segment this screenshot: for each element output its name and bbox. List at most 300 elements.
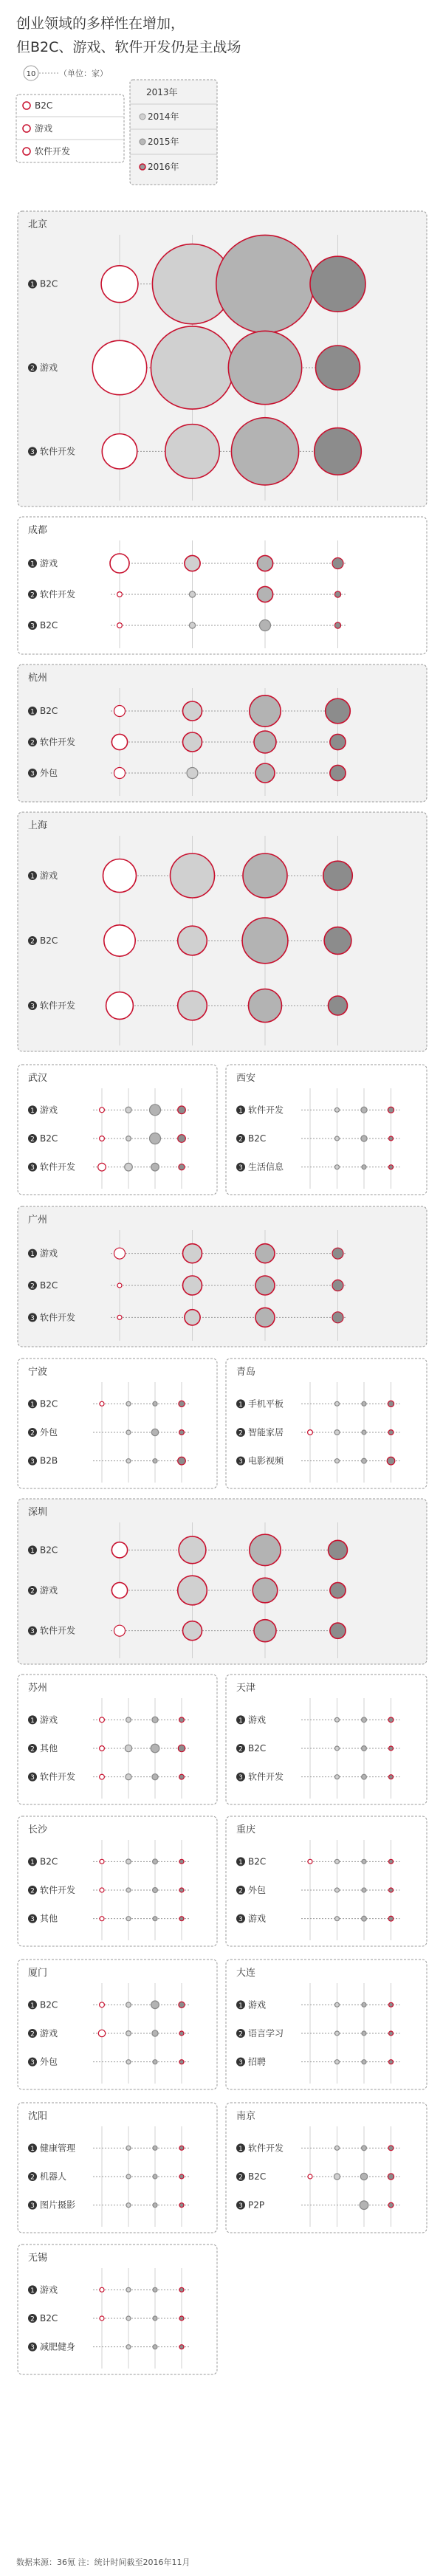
bubble-mark xyxy=(126,1401,131,1406)
bubble-mark xyxy=(126,2002,131,2007)
rank-number: 1 xyxy=(238,2002,243,2010)
rank-number: 2 xyxy=(30,1429,35,1438)
category-legend xyxy=(16,95,124,162)
rank-number: 3 xyxy=(30,2344,35,2352)
bubble-mark xyxy=(335,2002,340,2007)
row-label: B2C xyxy=(248,2171,267,2182)
bubble-mark xyxy=(183,1621,202,1641)
legend-label-b2c: B2C xyxy=(35,100,53,111)
city-name: 西安 xyxy=(236,1073,256,1084)
bubble-mark xyxy=(126,1917,131,1921)
rank-number: 1 xyxy=(30,281,35,289)
rank-number: 2 xyxy=(30,591,35,600)
bubble-mark xyxy=(153,2203,157,2208)
city-panel-bg xyxy=(18,2103,217,2233)
bubble-mark xyxy=(178,1106,186,1114)
row-label: B2C xyxy=(40,1856,58,1867)
rank-number: 3 xyxy=(238,1774,243,1782)
city-panel-bg xyxy=(226,1359,427,1488)
bubble-mark xyxy=(362,1916,367,1921)
legend-marker-games xyxy=(23,125,30,132)
row-label: 软件开发 xyxy=(40,589,76,600)
legend-marker-2014 xyxy=(140,114,145,120)
bubble-mark xyxy=(98,2030,105,2036)
city-name: 成都 xyxy=(28,525,48,536)
city-panel-bg xyxy=(18,1359,217,1488)
bubble-mark xyxy=(151,1429,158,1435)
bubble-mark xyxy=(323,861,353,890)
bubble-mark xyxy=(126,2031,131,2036)
legend-marker-2015 xyxy=(140,139,145,145)
bubble-mark xyxy=(216,235,314,332)
rank-number: 2 xyxy=(238,2174,243,2182)
city-panel-bg xyxy=(18,517,427,654)
bubble-mark xyxy=(335,1746,340,1751)
bubble-mark xyxy=(255,1244,275,1263)
row-label: 游戏 xyxy=(40,1585,58,1596)
city-name: 北京 xyxy=(28,219,48,230)
city-name: 宁波 xyxy=(28,1367,48,1378)
city-name: 深圳 xyxy=(28,1507,48,1518)
bubble-mark xyxy=(126,1459,131,1463)
bubble-mark xyxy=(388,2202,394,2208)
city-name: 武汉 xyxy=(28,1073,48,1084)
row-label: 外包 xyxy=(248,1885,267,1895)
bubble-mark xyxy=(150,1105,161,1116)
row-label: B2C xyxy=(40,278,58,289)
rank-number: 3 xyxy=(238,1458,243,1466)
bubble-mark xyxy=(389,1859,394,1864)
bubble-mark xyxy=(153,2060,157,2064)
bubble-mark xyxy=(362,1401,366,1406)
bubble-mark xyxy=(179,1164,185,1170)
scale-unit: （单位：家） xyxy=(59,69,108,78)
bubble-mark xyxy=(308,1859,312,1864)
legend-label-software: 软件开发 xyxy=(35,146,71,157)
bubble-mark xyxy=(187,768,198,779)
bubble-mark xyxy=(126,1136,131,1141)
bubble-mark xyxy=(362,1458,367,1463)
bubble-mark xyxy=(257,586,272,602)
bubble-mark xyxy=(362,1430,366,1435)
bubble-mark xyxy=(334,591,340,597)
bubble-mark xyxy=(153,1459,157,1463)
bubble-mark xyxy=(308,2174,312,2179)
bubble-mark xyxy=(110,554,129,573)
bubble-mark xyxy=(153,2316,157,2321)
rank-number: 1 xyxy=(30,1717,35,1725)
bubble-mark xyxy=(332,558,343,569)
rank-number: 3 xyxy=(238,2202,243,2211)
title-line-1: 创业领域的多样性在增加， xyxy=(16,16,185,32)
bubble-mark xyxy=(106,992,134,1020)
bubble-mark xyxy=(255,763,275,783)
row-label: 其他 xyxy=(40,1913,58,1924)
row-label: 智能家居 xyxy=(248,1427,284,1438)
bubble-mark xyxy=(260,620,271,631)
bubble-mark xyxy=(111,734,127,749)
city-name: 上海 xyxy=(28,820,48,831)
bubble-mark xyxy=(179,1917,184,1921)
row-label: 软件开发 xyxy=(248,1105,284,1116)
bubble-mark xyxy=(126,2345,131,2349)
bubble-mark xyxy=(179,1717,185,1723)
bubble-mark xyxy=(179,2031,184,2036)
bubble-mark xyxy=(362,1165,366,1169)
bubble-mark xyxy=(153,2345,157,2349)
bubble-mark xyxy=(389,1746,394,1751)
row-label: 游戏 xyxy=(40,1248,58,1259)
city-panel-bg xyxy=(18,1206,427,1347)
legend-year-2015: 2015年 xyxy=(148,137,179,147)
bubble-mark xyxy=(179,2060,184,2064)
legend-year-2014: 2014年 xyxy=(148,111,179,122)
row-label: B2C xyxy=(40,2313,58,2323)
bubble-mark xyxy=(332,1280,343,1291)
bubble-mark xyxy=(126,2316,131,2321)
city-panel-bg xyxy=(18,2244,217,2374)
row-label: 招聘 xyxy=(248,2056,267,2067)
bubble-mark xyxy=(125,1745,131,1751)
bubble-mark xyxy=(334,622,340,628)
bubble-mark xyxy=(179,1536,206,1564)
bubble-mark xyxy=(153,1401,157,1406)
rank-number: 1 xyxy=(238,1717,243,1725)
row-label: P2P xyxy=(248,2199,265,2211)
rank-number: 2 xyxy=(238,1429,243,1438)
bubble-mark xyxy=(125,1163,133,1171)
bubble-mark xyxy=(153,1888,158,1893)
rank-number: 3 xyxy=(238,1916,243,1924)
rank-number: 1 xyxy=(238,1107,243,1115)
bubble-mark xyxy=(100,1859,104,1864)
bubble-mark xyxy=(388,2174,394,2180)
bubble-mark xyxy=(388,1401,394,1407)
row-label: B2C xyxy=(40,935,58,946)
row-label: B2C xyxy=(40,706,58,716)
bubble-mark xyxy=(330,1623,346,1638)
bubble-mark xyxy=(330,734,346,749)
bubble-mark xyxy=(126,1717,131,1723)
city-name: 长沙 xyxy=(28,1824,48,1835)
bubble-mark xyxy=(126,2146,131,2150)
bubble-mark xyxy=(178,1135,186,1143)
bubble-mark xyxy=(178,1457,186,1465)
row-label: B2C xyxy=(248,1133,267,1144)
bubble-mark xyxy=(334,2174,340,2180)
bubble-mark xyxy=(362,2146,367,2151)
bubble-mark xyxy=(153,1917,157,1921)
city-name: 南京 xyxy=(236,2111,256,2122)
rank-number: 3 xyxy=(30,1003,35,1011)
city-name: 苏州 xyxy=(28,1683,48,1694)
bubble-mark xyxy=(335,1401,340,1406)
scale-key xyxy=(24,66,108,80)
bubble-mark xyxy=(257,555,272,571)
bubble-mark xyxy=(126,1859,131,1864)
bubble-mark xyxy=(183,1276,202,1295)
rank-number: 1 xyxy=(238,2145,243,2153)
city-panel-bg xyxy=(18,812,427,1051)
bubble-mark xyxy=(126,1888,131,1892)
bubble-mark xyxy=(389,2031,394,2036)
bubble-mark xyxy=(151,2001,159,2009)
bubble-mark xyxy=(335,1136,340,1141)
bubble-mark xyxy=(388,2146,394,2151)
rank-number: 2 xyxy=(238,1136,243,1144)
row-label: 外包 xyxy=(40,1427,58,1438)
bubble-mark xyxy=(254,731,276,753)
row-label: 软件开发 xyxy=(40,1312,76,1323)
city-name: 厦门 xyxy=(28,1968,48,1979)
bubble-mark xyxy=(335,1165,340,1169)
bubble-mark xyxy=(126,2287,131,2292)
bubble-mark xyxy=(179,2287,184,2292)
bubble-mark xyxy=(150,1133,161,1144)
rank-number: 2 xyxy=(30,2174,35,2182)
row-label: 电影视频 xyxy=(248,1455,284,1466)
bubble-mark xyxy=(389,2060,394,2064)
rank-number: 2 xyxy=(30,938,35,946)
bubble-mark xyxy=(179,1401,185,1407)
rank-number: 3 xyxy=(30,622,35,631)
bubble-mark xyxy=(179,1774,185,1779)
bubble-mark xyxy=(100,2287,104,2292)
row-label: B2C xyxy=(40,1398,58,1409)
legend-year-2016: 2016年 xyxy=(148,162,179,172)
bubble-mark xyxy=(332,1312,343,1323)
rank-number: 3 xyxy=(30,1916,35,1924)
footer-source: 数据来源：36氪 注：统计时间截至2016年11月 xyxy=(16,2558,190,2567)
bubble-mark xyxy=(362,1859,366,1864)
bubble-mark xyxy=(332,1248,343,1259)
scale-value: 10 xyxy=(26,70,36,78)
row-label: 软件开发 xyxy=(40,737,76,747)
bubble-mark xyxy=(179,1430,185,1435)
bubble-mark xyxy=(360,2173,367,2180)
row-label: 生活信息 xyxy=(248,1161,284,1172)
rank-number: 3 xyxy=(30,770,35,778)
city-panel-bg xyxy=(18,664,427,802)
bubble-mark xyxy=(362,2031,366,2036)
bubble-mark xyxy=(329,1540,348,1559)
rank-number: 1 xyxy=(30,1251,35,1259)
row-label: 游戏 xyxy=(40,2028,58,2039)
bubble-mark xyxy=(114,706,126,717)
bubble-mark xyxy=(387,1457,395,1465)
bubble-mark xyxy=(126,1430,131,1435)
rank-number: 3 xyxy=(30,448,35,456)
row-label: 语言学习 xyxy=(248,2028,284,2039)
bubble-mark xyxy=(330,765,346,780)
bubble-mark xyxy=(362,1774,367,1779)
rank-number: 2 xyxy=(30,1587,35,1596)
bubble-mark xyxy=(388,1430,394,1435)
bubble-mark xyxy=(326,698,351,724)
bubble-mark xyxy=(362,2060,366,2064)
row-label: 游戏 xyxy=(40,1714,58,1725)
bubble-mark xyxy=(335,1717,340,1722)
bubble-mark xyxy=(178,926,207,955)
city-panel-bg xyxy=(18,1960,217,2089)
bubble-mark xyxy=(250,1534,281,1565)
bubble-mark xyxy=(389,1165,394,1169)
bubble-mark xyxy=(388,1717,394,1723)
bubble-mark xyxy=(151,326,233,409)
bubble-mark xyxy=(100,1746,105,1751)
city-name: 大连 xyxy=(236,1968,256,1979)
bubble-mark xyxy=(111,1542,127,1558)
legend-marker-2016 xyxy=(140,164,145,170)
title-line-2: 但B2C、游戏、软件开发仍是主战场 xyxy=(16,39,241,55)
bubble-mark xyxy=(334,1430,340,1435)
bubble-mark xyxy=(335,1859,340,1864)
bubble-mark xyxy=(100,1401,104,1406)
bubble-mark xyxy=(183,1244,202,1263)
bubble-mark xyxy=(255,1276,275,1295)
row-label: 软件开发 xyxy=(40,1000,76,1011)
bubble-mark xyxy=(126,1774,131,1780)
bubble-mark xyxy=(362,1746,367,1751)
rank-number: 1 xyxy=(30,2145,35,2153)
city-panels xyxy=(18,211,427,2374)
rank-number: 2 xyxy=(30,739,35,747)
bubble-mark xyxy=(111,1582,127,1598)
bubble-mark xyxy=(103,859,137,893)
bubble-mark xyxy=(324,927,351,955)
bubble-mark xyxy=(335,2060,340,2064)
rank-number: 2 xyxy=(238,1745,243,1754)
bubble-mark xyxy=(362,1717,367,1723)
rank-number: 3 xyxy=(30,1628,35,1636)
bubble-mark xyxy=(179,2316,184,2321)
city-panel-bg xyxy=(18,1499,427,1664)
bubble-mark xyxy=(126,2060,131,2064)
bubble-mark xyxy=(153,2287,157,2292)
row-label: B2C xyxy=(40,1280,58,1291)
row-label: 减肥健身 xyxy=(40,2341,76,2352)
row-label: 游戏 xyxy=(40,2284,58,2295)
bubble-mark xyxy=(179,2002,185,2007)
rank-number: 1 xyxy=(30,1107,35,1115)
row-label: 软件开发 xyxy=(248,1771,284,1782)
city-panel-bg xyxy=(18,1675,217,1804)
city-panel-bg xyxy=(226,1960,427,2089)
bubble-mark xyxy=(179,2203,184,2208)
bubble-mark xyxy=(253,1578,278,1603)
row-label: 游戏 xyxy=(40,1105,58,1116)
year-legend xyxy=(130,80,217,185)
bubble-mark xyxy=(335,1888,340,1892)
bubble-mark xyxy=(114,768,126,779)
bubble-mark xyxy=(153,2146,157,2150)
bubble-mark xyxy=(250,695,281,727)
rank-number: 2 xyxy=(238,1887,243,1895)
city-name: 青岛 xyxy=(236,1367,256,1378)
bubble-mark xyxy=(308,1430,313,1435)
bubble-mark xyxy=(152,2030,158,2036)
bubble-mark xyxy=(114,1625,126,1636)
rank-number: 2 xyxy=(30,2315,35,2323)
bubble-mark xyxy=(151,1744,159,1753)
bubble-mark xyxy=(335,1459,340,1463)
city-name: 杭州 xyxy=(28,673,48,684)
bubble-mark xyxy=(185,555,200,571)
row-label: 软件开发 xyxy=(40,1161,76,1172)
bubble-mark xyxy=(100,2316,104,2321)
rank-number: 1 xyxy=(30,2287,35,2295)
bubble-mark xyxy=(243,853,287,898)
bubble-mark xyxy=(165,425,219,478)
city-panel-bg xyxy=(226,1675,427,1804)
row-label: 游戏 xyxy=(248,1714,267,1725)
bubble-mark xyxy=(98,1163,106,1171)
row-label: 游戏 xyxy=(40,558,58,569)
rank-number: 3 xyxy=(30,1458,35,1466)
city-name: 广州 xyxy=(28,1215,48,1226)
rank-number: 2 xyxy=(238,2030,243,2039)
city-name: 无锡 xyxy=(28,2253,48,2264)
rank-number: 2 xyxy=(30,2030,35,2039)
bubble-mark xyxy=(389,2002,394,2007)
legend-marker-software xyxy=(23,148,30,155)
bubble-mark xyxy=(310,256,365,312)
bubble-mark xyxy=(126,2203,131,2208)
legend-marker-b2c xyxy=(23,102,30,109)
bubble-mark xyxy=(228,331,301,404)
row-label: B2C xyxy=(40,1999,58,2010)
row-label: 软件开发 xyxy=(40,1771,76,1782)
bubble-mark xyxy=(153,1859,158,1864)
row-label: 游戏 xyxy=(40,870,58,881)
rank-number: 1 xyxy=(30,1858,35,1866)
bubble-mark xyxy=(104,925,135,956)
bubble-mark xyxy=(360,2201,368,2210)
bubble-mark xyxy=(335,2031,340,2036)
row-label: 游戏 xyxy=(248,1913,267,1924)
rank-number: 1 xyxy=(30,2002,35,2010)
bubble-mark xyxy=(101,266,138,303)
bubble-mark xyxy=(178,1576,207,1605)
city-name: 沈阳 xyxy=(28,2111,48,2122)
bubble-mark xyxy=(362,1888,366,1892)
bubble-mark xyxy=(189,622,195,628)
rank-number: 3 xyxy=(30,2202,35,2211)
bubble-mark xyxy=(189,591,195,597)
rank-number: 3 xyxy=(30,1774,35,1782)
row-label: 游戏 xyxy=(40,363,58,373)
bubble-mark xyxy=(242,918,288,964)
rank-number: 1 xyxy=(30,1547,35,1555)
bubble-mark xyxy=(100,1107,105,1113)
row-label: 软件开发 xyxy=(40,1625,76,1636)
bubble-mark xyxy=(183,732,202,752)
row-label: B2C xyxy=(40,1133,58,1144)
bubble-mark xyxy=(126,2174,131,2179)
bubble-mark xyxy=(389,1775,394,1779)
bubble-mark xyxy=(126,1107,131,1113)
legend-year-2013: 2013年 xyxy=(146,87,178,97)
row-label: 软件开发 xyxy=(40,1885,76,1895)
rank-number: 1 xyxy=(30,560,35,569)
bubble-mark xyxy=(179,2146,184,2150)
row-label: 健康管理 xyxy=(40,2143,76,2154)
city-panel-bg xyxy=(18,1816,217,1946)
bubble-mark xyxy=(153,2174,157,2179)
rank-number: 2 xyxy=(30,1136,35,1144)
rank-number: 3 xyxy=(30,1314,35,1322)
bubble-mark xyxy=(388,1107,394,1113)
